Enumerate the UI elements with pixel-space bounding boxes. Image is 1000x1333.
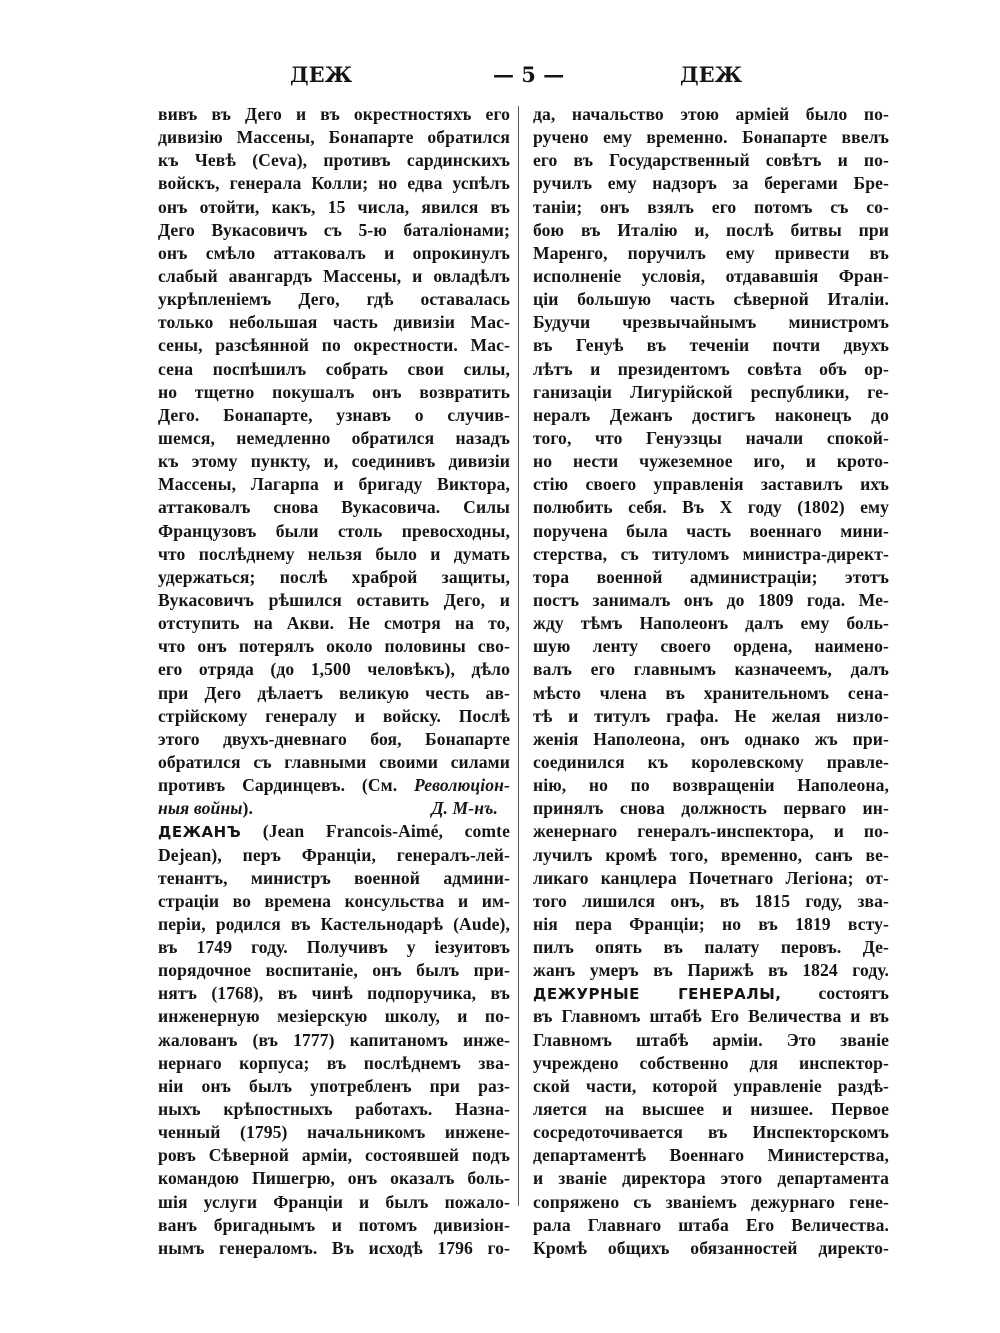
text-line: Кромѣ общихъ обязанностей директо- bbox=[533, 1237, 889, 1258]
text-run: (Jean Francois-Aimé, comte bbox=[241, 821, 510, 842]
text-line: ской части, которой управленiе раздѣ- bbox=[533, 1075, 889, 1096]
text-line: жду тѣмъ Наполеонъ далъ ему боль- bbox=[533, 613, 889, 634]
text-line: ныхъ крѣпостныхъ работахъ. Назна- bbox=[158, 1099, 510, 1120]
text-line: валъ его главнымъ казначеемъ, далъ bbox=[533, 659, 889, 680]
text-line: дивизiю Массены, Бонапарте обратился bbox=[158, 127, 510, 148]
text-line: командою Пишегрю, онъ оказалъ боль- bbox=[158, 1168, 510, 1189]
text-run: состоятъ bbox=[781, 983, 889, 1004]
text-line: Маренго, поручилъ ему привести въ bbox=[533, 242, 889, 263]
text-line: ручилъ ему надзоръ за берегами Бре- bbox=[533, 173, 889, 194]
text-line: танiи; онъ взялъ его потомъ съ со- bbox=[533, 196, 889, 217]
text-line: лучилъ кромѣ того, временно, санъ ве- bbox=[533, 844, 889, 865]
text-line: ровъ Сѣверной армiи, состоявшей подъ bbox=[158, 1145, 510, 1166]
text-line: ванъ бригаднымъ и потомъ дивизiон- bbox=[158, 1214, 510, 1235]
text-line: слабый авангардъ Массены, и овладѣлъ bbox=[158, 265, 510, 286]
text-line: сосредоточивается въ Инспекторскомъ bbox=[533, 1122, 889, 1143]
text-line: удержаться; послѣ храброй защиты, bbox=[158, 566, 510, 587]
text-line: поручена была часть военнаго мини- bbox=[533, 520, 889, 541]
text-line: нернаго корпуса; въ послѣднемъ зва- bbox=[158, 1052, 510, 1073]
text-line: къ этому пункту, и, соединивъ дивизiи bbox=[158, 451, 510, 472]
text-line: тенантъ, министръ военной админи- bbox=[158, 867, 510, 888]
text-line: Массены, Лагарпа и бригаду Виктора, bbox=[158, 474, 510, 495]
text-run: противъ Сардинцевъ. (См. bbox=[158, 775, 415, 796]
text-line: стерства, съ титуломъ министра-директ- bbox=[533, 543, 889, 564]
text-line: аттаковалъ снова Вукасовича. Силы bbox=[158, 497, 510, 518]
right-column bbox=[533, 103, 889, 1260]
text-line: соединился къ королевскому правле- bbox=[533, 751, 889, 772]
text-line: шую ленту своего ордена, наимено- bbox=[533, 636, 889, 657]
text-line: Дего. Бонапарте, узнавъ о случив- bbox=[158, 404, 510, 425]
text-line: цiи большую часть сѣверной Италiи. bbox=[533, 289, 889, 310]
entry-title-duty-generals: ДЕЖУРНЫЕ ГЕНЕРАЛЫ, bbox=[533, 985, 782, 1004]
text-line: постъ занималъ онъ до 1809 года. Ме- bbox=[533, 589, 889, 610]
left-column bbox=[158, 103, 510, 1260]
text-line: шемся, немедленно обратился назадъ bbox=[158, 427, 510, 448]
text-line: войскъ, генерала Колли; но едва успѣлъ bbox=[158, 173, 510, 194]
text-line: перiи, родился въ Кастельнодарѣ (Aude), bbox=[158, 913, 510, 934]
text-line: нятъ (1768), въ чинѣ подпоручика, въ bbox=[158, 983, 510, 1004]
text-line: Dejean), перъ Францiи, генералъ-лей- bbox=[158, 844, 510, 865]
reference-italic: ныя войны bbox=[158, 798, 243, 819]
page-number: — 5 — bbox=[493, 62, 565, 87]
text-line: сена поспѣшилъ собрать свои силы, bbox=[158, 358, 510, 379]
text-line: отступить на Акви. Не смотря на то, bbox=[158, 613, 510, 634]
text-line: учреждено собственно для инспектор- bbox=[533, 1052, 889, 1073]
text-line: ликаго канцлера Почетнаго Легiона; от- bbox=[533, 867, 889, 888]
text-line: ченный (1795) начальникомъ инжене- bbox=[158, 1122, 510, 1143]
text-line: укрѣпленiемъ Дего, гдѣ оставалась bbox=[158, 289, 510, 310]
text-line: Вукасовичъ рѣшился оставить Дего, и bbox=[158, 589, 510, 610]
text-line: жанъ умеръ въ Парижѣ въ 1824 году. bbox=[533, 960, 889, 981]
text-line: стiю своего управленiя заставилъ ихъ bbox=[533, 474, 889, 495]
text-line: шiя услуги Францiи и былъ пожало- bbox=[158, 1191, 510, 1212]
text-run: ). bbox=[242, 798, 253, 819]
text-line: въ Главномъ штабѣ Его Величества и въ bbox=[533, 1006, 889, 1027]
text-line: нымъ генераломъ. Въ исходѣ 1796 го- bbox=[158, 1237, 510, 1258]
text-line: инженерную мезiерскую школу, и по- bbox=[158, 1006, 510, 1027]
text-line: тора военной администрацiи; этотъ bbox=[533, 566, 889, 587]
text-line: но тщетно покушалъ онъ возвратить bbox=[158, 381, 510, 402]
text-line: сопряжено съ званiемъ дежурнаго гене- bbox=[533, 1191, 889, 1212]
text-line: бою въ Италiю и, послѣ битвы при bbox=[533, 219, 889, 240]
text-line: лѣтъ и президентомъ совѣта объ ор- bbox=[533, 358, 889, 379]
text-line: нiи онъ былъ употребленъ при раз- bbox=[158, 1075, 510, 1096]
text-line: пилъ опять въ палату перовъ. Де- bbox=[533, 937, 889, 958]
text-line: женiя Наполеона, онъ однако жъ при- bbox=[533, 728, 889, 749]
text-line: но нести чужеземное иго, и крото- bbox=[533, 451, 889, 472]
text-line: стрiйскому генералу и войску. Послѣ bbox=[158, 705, 510, 726]
text-line: департаментѣ Военнаго Министерства, bbox=[533, 1145, 889, 1166]
text-line: этого двухъ-дневнаго боя, Бонапарте bbox=[158, 728, 510, 749]
text-line: что послѣднему нельзя было и думать bbox=[158, 543, 510, 564]
page-header bbox=[160, 62, 900, 96]
text-line: и званiе директора этого департамента bbox=[533, 1168, 889, 1189]
text-line: въ Генуѣ въ теченiи почти двухъ bbox=[533, 335, 889, 356]
text-line: женернаго генералъ-инспектора, и по- bbox=[533, 821, 889, 842]
column-divider bbox=[518, 106, 519, 1206]
text-line: ганизацiи Лигурiйской республики, ге- bbox=[533, 381, 889, 402]
text-line: вивъ въ Дего и въ окрестностяхъ его bbox=[158, 104, 510, 124]
text-line: его отряда (до 1,500 человѣкъ), дѣло bbox=[158, 659, 510, 680]
text-line: жалованъ (въ 1777) капитаномъ инже- bbox=[158, 1029, 510, 1050]
text-line: исполненiе условiя, отдававшiя Фран- bbox=[533, 265, 889, 286]
text-line: порядочное воспитанiе, онъ былъ при- bbox=[158, 960, 510, 981]
entry-title-dejean: ДЕЖАНЪ bbox=[158, 823, 242, 842]
text-line: Дего Вукасовичъ съ 5-ю баталiонами; bbox=[158, 219, 510, 240]
reference-italic: Революцiон- bbox=[414, 775, 510, 796]
text-line: сены, разсѣянной по окрестности. Мас- bbox=[158, 335, 510, 356]
text-line: да, начальство этою армiей было по- bbox=[533, 104, 889, 124]
header-left-word: ДЕЖ bbox=[290, 62, 353, 87]
text-line: нералъ Дежанъ достигъ наконецъ до bbox=[533, 404, 889, 425]
text-line: Будучи чрезвычайнымъ министромъ bbox=[533, 312, 889, 333]
text-line: къ Чевѣ (Ceva), противъ сардинскихъ bbox=[158, 150, 510, 171]
text-line: того лишился онъ, въ 1815 году, зва- bbox=[533, 890, 889, 911]
text-line: нiя пера Францiи; но въ 1819 всту- bbox=[533, 913, 889, 934]
text-line: его въ Государственный совѣтъ и по- bbox=[533, 150, 889, 171]
text-line: что онъ потерялъ около половины сво- bbox=[158, 636, 510, 657]
header-right-word: ДЕЖ bbox=[680, 62, 743, 87]
text-line: онъ смѣло аттаковалъ и опрокинулъ bbox=[158, 242, 510, 263]
text-line: въ 1749 году. Получивъ у iезуитовъ bbox=[158, 937, 510, 958]
entry-first-line bbox=[533, 982, 889, 1005]
text-line: при Дего дѣлаетъ великую честь ав- bbox=[158, 682, 510, 703]
reference-group bbox=[158, 797, 253, 820]
entry-first-line bbox=[158, 820, 510, 843]
text-line: тѣ и титулъ графа. Не желая низло- bbox=[533, 705, 889, 726]
text-line: мѣсто члена въ хранительномъ сена- bbox=[533, 682, 889, 703]
text-line: обратился съ главными своими силами bbox=[158, 751, 510, 772]
text-line bbox=[158, 774, 510, 797]
text-line: Главномъ штабѣ армiи. Это званiе bbox=[533, 1029, 889, 1050]
text-line: страцiи во времена консульства и им- bbox=[158, 890, 510, 911]
text-line-signature bbox=[158, 797, 510, 820]
text-line: нiю, но по возвращенiи Наполеона, bbox=[533, 775, 889, 796]
text-line: ляется на высшее и низшее. Первое bbox=[533, 1099, 889, 1120]
text-line: только небольшая часть дивизiи Мас- bbox=[158, 312, 510, 333]
author-signature: Д. М-нъ. bbox=[431, 798, 498, 819]
text-line: онъ отойти, какъ, 15 числа, явился въ bbox=[158, 196, 510, 217]
text-line: рала Главнаго штаба Его Величества. bbox=[533, 1214, 889, 1235]
text-line: полюбить себя. Въ X году (1802) ему bbox=[533, 497, 889, 518]
text-line: ручено ему временно. Бонапарте ввелъ bbox=[533, 127, 889, 148]
text-line: Французовъ были столь превосходны, bbox=[158, 520, 510, 541]
text-line: того, что Генуэзцы начали спокой- bbox=[533, 427, 889, 448]
text-line: принялъ снова должность перваго ин- bbox=[533, 798, 889, 819]
